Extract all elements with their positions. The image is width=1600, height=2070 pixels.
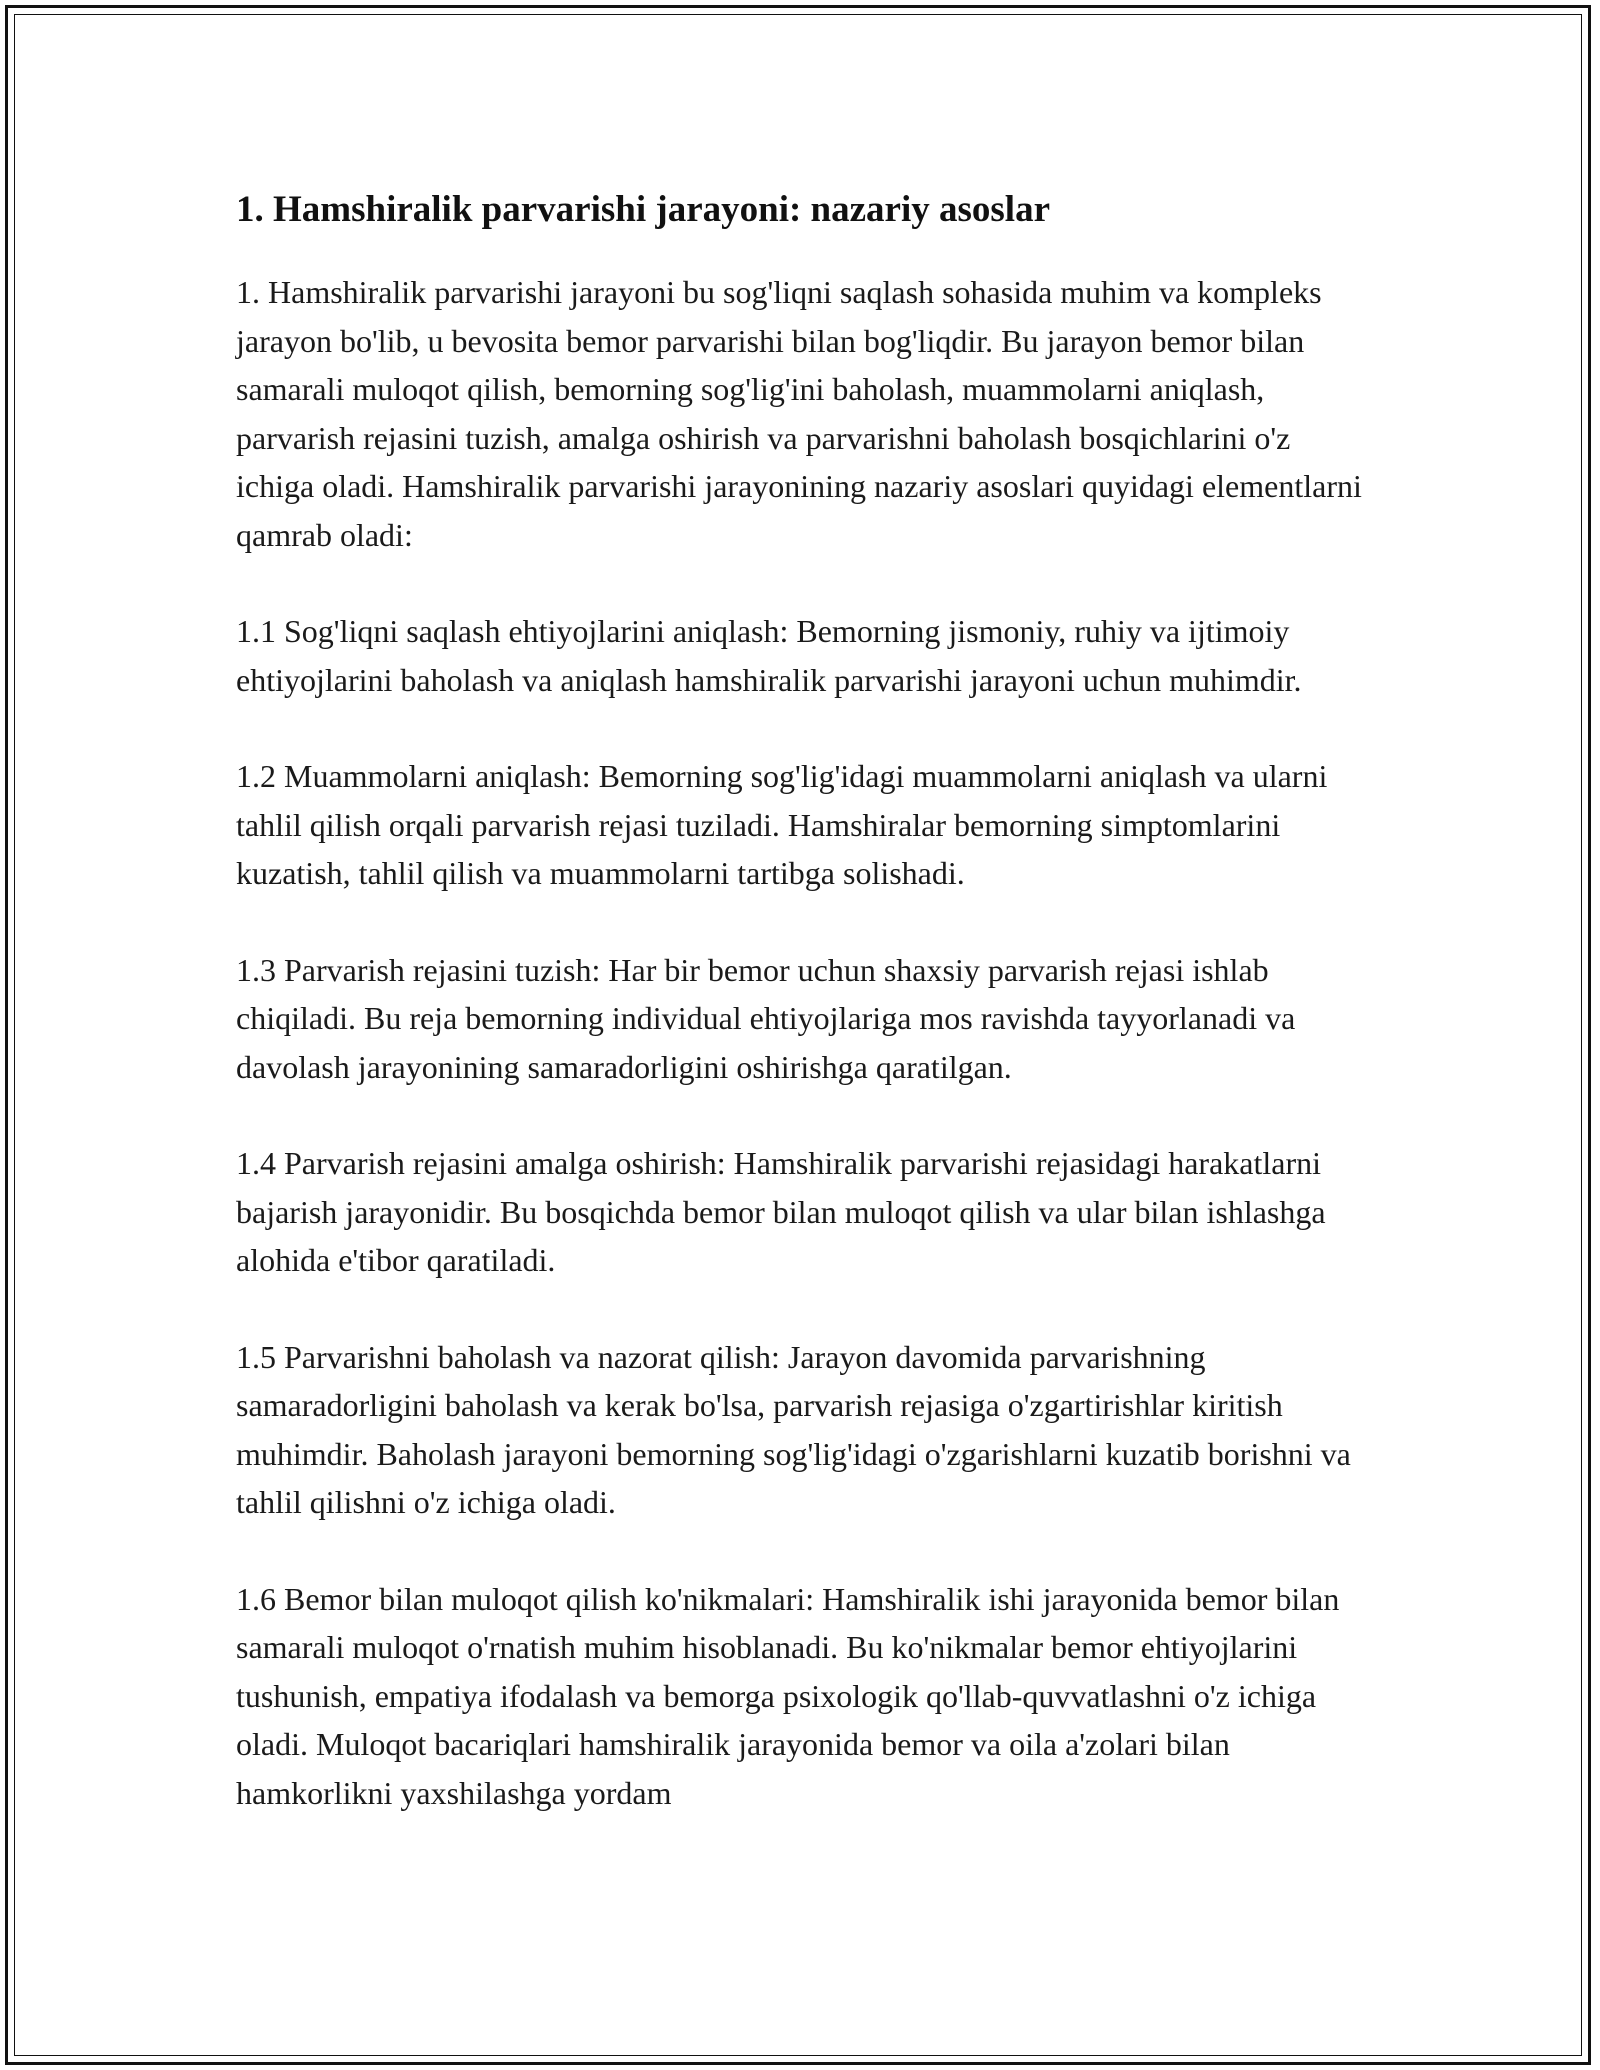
document-body xyxy=(236,186,1376,1817)
section-heading: 1. Hamshiralik parvarishi jarayoni: nazariy asoslar xyxy=(236,189,1050,230)
paragraph-intro: 1. Hamshiralik parvarishi jarayoni bu sog'liqni saqlash sohasida muhim va kompleks jarayon bo'lib, u bevosita bemor parvarishi bilan bog'liqdir. Bu jarayon bemor bilan samarali muloqot qilish, bemorning sog'lig'ini baholash, muammolarni aniqlash, parvarish rejasini tuzish, amalga oshirish va parvarishni baholash bosqichlarini o'z ichiga oladi. Hamshiralik parvarishi jarayonining nazariy asoslari quyidagi elementlarni qamrab oladi: xyxy=(236,274,1362,553)
paragraph-1-3: 1.3 Parvarish rejasini tuzish: Har bir bemor uchun shaxsiy parvarish rejasi ishlab chiqiladi. Bu reja bemorning individual ehtiyojlariga mos ravishda tayyorlanadi va davolash jarayonining samaradorligini oshirishga qaratilgan. xyxy=(236,951,1296,1085)
paragraph-1-4: 1.4 Parvarish rejasini amalga oshirish: Hamshiralik parvarishi rejasidagi harakatlarni bajarish jarayonidir. Bu bosqichda bemor bilan muloqot qilish va ular bilan ishlashga alohida e'tibor qaratiladi. xyxy=(236,1145,1326,1278)
paragraph-1-6: 1.6 Bemor bilan muloqot qilish ko'nikmalari: Hamshiralik ishi jarayonida bemor bilan samarali muloqot o'rnatish muhim hisoblanadi. Bu ko'nikmalar bemor ehtiyojlarini tushunish, empatiya ifodalash va bemorga psixologik qo'llab-quvvatlashni o'z ichiga oladi. Muloqot bacariqlari hamshiralik jarayonida bemor va oila a'zolari bilan hamkorlikni yaxshilashga yordam xyxy=(236,1580,1340,1811)
paragraph-1-5: 1.5 Parvarishni baholash va nazorat qilish: Jarayon davomida parvarishning samaradorligini baholash va kerak bo'lsa, parvarish rejasiga o'zgartirishlar kiritish muhimdir. Baholash jarayoni bemorning sog'lig'idagi o'zgarishlarni kuzatib borishni va tahlil qilishni o'z ichiga oladi. xyxy=(236,1338,1351,1520)
paragraph-1-2: 1.2 Muammolarni aniqlash: Bemorning sog'lig'idagi muammolarni aniqlash va ularni tahlil qilish orqali parvarish rejasi tuziladi. Hamshiralar bemorning simptomlarini kuzatish, tahlil qilish va muammolarni tartibga solishadi. xyxy=(236,758,1328,891)
paragraph-1-1: 1.1 Sog'liqni saqlash ehtiyojlarini aniqlash: Bemorning jismoniy, ruhiy va ijtimoiy ehtiyojlarini baholash va aniqlash hamshiralik parvarishi jarayoni uchun muhimdir. xyxy=(236,613,1302,698)
